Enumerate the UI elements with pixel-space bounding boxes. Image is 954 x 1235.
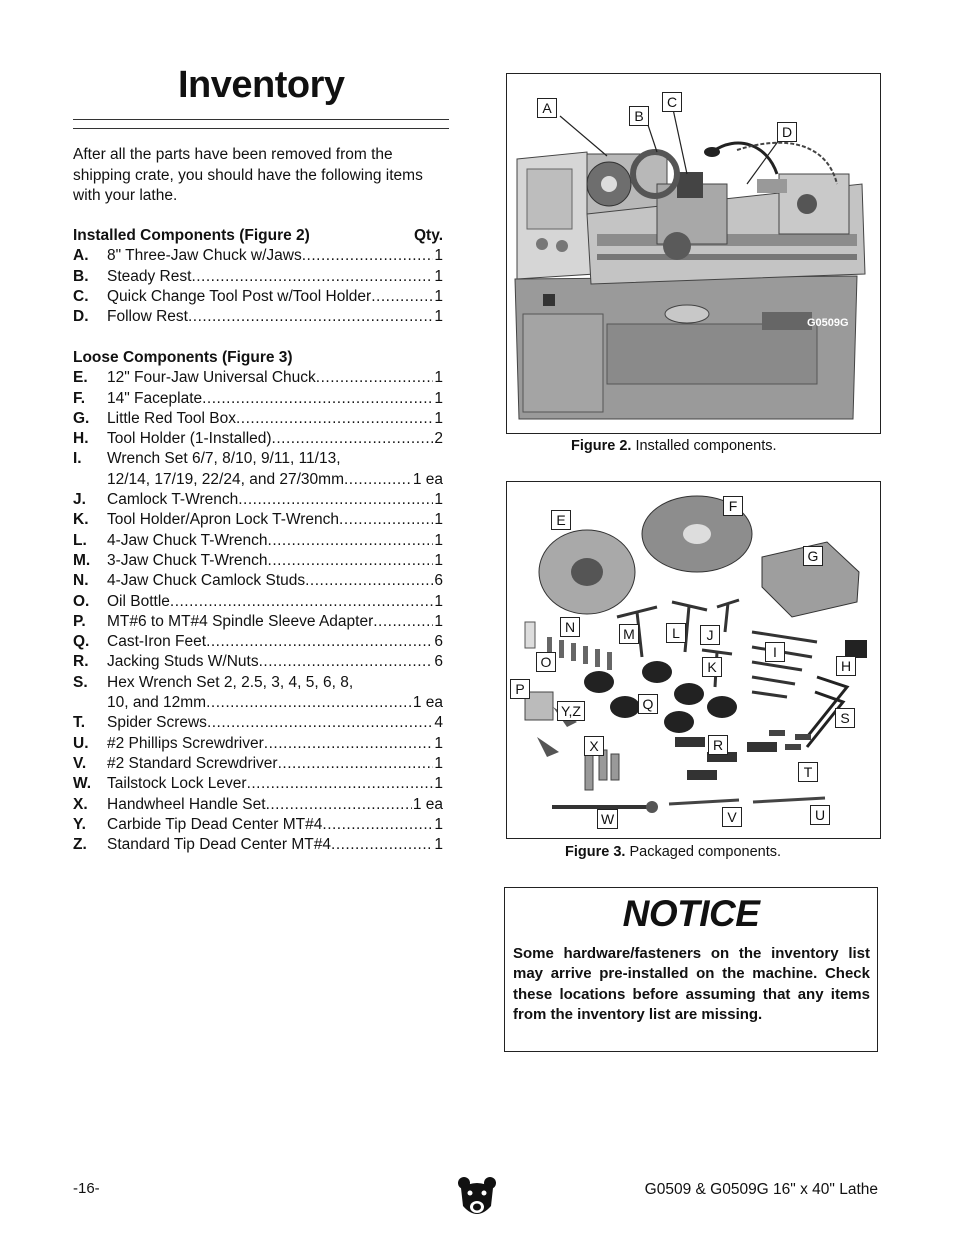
leader-dots	[202, 389, 433, 409]
item-name: Little Red Tool Box	[107, 409, 236, 427]
list-item	[73, 612, 443, 632]
list-item	[73, 267, 443, 287]
callout-d: D	[777, 122, 797, 142]
item-name: 12/14, 17/19, 22/24, and 27/30mm	[107, 470, 344, 488]
list-item	[73, 287, 443, 307]
item-letter: L.	[73, 531, 87, 549]
item-qty: 1	[434, 247, 443, 265]
item-qty: 6	[434, 653, 443, 671]
item-name: Tailstock Lock Lever	[107, 775, 247, 793]
callout-l: L	[666, 623, 686, 643]
leader-dots	[268, 531, 434, 551]
item-qty: 1	[434, 612, 443, 630]
list-item	[73, 734, 443, 754]
item-letter: U.	[73, 734, 89, 752]
callout-t: T	[798, 762, 818, 782]
leader-dots	[305, 571, 433, 591]
callout-g: G	[803, 546, 823, 566]
item-name: 14" Faceplate	[107, 389, 203, 407]
item-letter: D.	[73, 308, 89, 326]
callout-a: A	[537, 98, 557, 118]
list-item	[73, 673, 443, 714]
item-qty: 1	[434, 734, 443, 752]
list-item	[73, 531, 443, 551]
item-name: Tool Holder (1-Installed)	[107, 430, 272, 448]
item-qty: 1	[434, 369, 443, 387]
leader-dots	[278, 754, 434, 774]
item-letter: N.	[73, 572, 89, 590]
item-letter: A.	[73, 247, 89, 265]
list-item	[73, 632, 443, 652]
leader-dots	[302, 246, 434, 266]
list-item	[73, 449, 443, 490]
item-name: Wrench Set 6/7, 8/10, 9/11, 11/13,	[107, 450, 341, 468]
item-qty: 1	[434, 836, 443, 854]
notice-box	[504, 887, 878, 1052]
item-name: 4-Jaw Chuck T-Wrench	[107, 531, 268, 549]
item-name: Oil Bottle	[107, 592, 170, 610]
callout-b: B	[629, 106, 649, 126]
list-item	[73, 835, 443, 855]
item-letter: M.	[73, 551, 91, 569]
item-name: Standard Tip Dead Center MT#4	[107, 836, 332, 854]
page-number: -16-	[73, 1180, 100, 1197]
item-qty: 1	[434, 267, 443, 285]
loose-heading: Loose Components (Figure 3)	[73, 349, 293, 366]
list-item	[73, 795, 443, 815]
item-letter: Y.	[73, 815, 86, 833]
callout-s: S	[835, 708, 855, 728]
installed-heading: Installed Components (Figure 2)	[73, 227, 310, 244]
figure-3-caption-text: Packaged components.	[625, 844, 782, 860]
item-letter: O.	[73, 592, 90, 610]
callout-e: E	[551, 510, 571, 530]
list-item	[73, 409, 443, 429]
figure-3-caption-label: Figure 3.	[565, 844, 626, 860]
leader-dots	[371, 287, 433, 307]
callout-w: W	[597, 809, 618, 829]
figure-2-installed-components	[506, 73, 881, 434]
item-name: Handwheel Handle Set	[107, 795, 266, 813]
item-qty: 4	[434, 714, 443, 732]
item-letter: I.	[73, 450, 82, 468]
leader-dots	[339, 510, 433, 530]
leader-dots	[331, 835, 433, 855]
list-item	[73, 815, 443, 835]
leader-dots	[259, 652, 434, 672]
item-name: Quick Change Tool Post w/Tool Holder	[107, 287, 372, 305]
title-rule-bottom	[73, 128, 449, 129]
callout-i: I	[765, 642, 785, 662]
item-letter: J.	[73, 491, 86, 509]
leader-dots	[236, 409, 433, 429]
item-qty: 1	[434, 308, 443, 326]
leader-dots	[272, 429, 434, 449]
item-letter: S.	[73, 673, 88, 691]
leader-dots	[373, 612, 433, 632]
item-qty: 6	[434, 633, 443, 651]
list-item	[73, 246, 443, 266]
item-name: #2 Phillips Screwdriver	[107, 734, 264, 752]
callout-x: X	[584, 736, 604, 756]
callout-k: K	[702, 657, 722, 677]
callout-n: N	[560, 617, 580, 637]
item-qty: 1	[434, 754, 443, 772]
callout-yz: Y,Z	[557, 701, 585, 721]
callout-m: M	[619, 624, 639, 644]
qty-column-label: Qty.	[414, 227, 443, 244]
leader-dots	[344, 470, 412, 490]
list-item	[73, 754, 443, 774]
leader-dots	[206, 632, 433, 652]
list-item	[73, 368, 443, 388]
leader-dots	[170, 592, 433, 612]
figure-3-packaged-components	[506, 481, 881, 839]
item-qty: 1	[434, 389, 443, 407]
list-item	[73, 510, 443, 530]
item-qty: 1	[434, 409, 443, 427]
leader-dots	[264, 734, 434, 754]
callout-j: J	[700, 625, 720, 645]
callout-u: U	[810, 805, 830, 825]
item-name: 12" Four-Jaw Universal Chuck	[107, 369, 316, 387]
model-footer: G0509 & G0509G 16" x 40" Lathe	[644, 1181, 878, 1198]
item-qty: 1 ea	[412, 795, 443, 813]
callout-p: P	[510, 679, 530, 699]
callout-c: C	[662, 92, 682, 112]
item-qty: 1	[434, 511, 443, 529]
list-item	[73, 307, 443, 327]
item-qty: 1	[434, 592, 443, 610]
leader-dots	[268, 551, 434, 571]
installed-components-list	[73, 226, 443, 327]
item-letter: H.	[73, 430, 89, 448]
item-name: Follow Rest	[107, 308, 188, 326]
machine-model-label: G0509G	[807, 317, 849, 329]
leader-dots	[247, 774, 434, 794]
item-letter: W.	[73, 775, 92, 793]
item-name: Carbide Tip Dead Center MT#4	[107, 815, 323, 833]
item-name: Hex Wrench Set 2, 2.5, 3, 4, 5, 6, 8,	[107, 673, 354, 691]
figure-2-caption-text: Installed components.	[631, 438, 777, 454]
item-letter: B.	[73, 267, 89, 285]
item-name: Jacking Studs W/Nuts	[107, 653, 259, 671]
callout-r: R	[708, 735, 728, 755]
leader-dots	[188, 307, 433, 327]
item-qty: 1	[434, 531, 443, 549]
callout-f: F	[723, 496, 743, 516]
item-letter: P.	[73, 612, 86, 630]
list-item	[73, 713, 443, 733]
callout-v: V	[722, 807, 742, 827]
item-letter: G.	[73, 409, 90, 427]
notice-title: NOTICE	[622, 893, 760, 934]
item-qty: 1	[434, 491, 443, 509]
item-letter: X.	[73, 795, 88, 813]
item-qty: 1	[434, 287, 443, 305]
page-title: Inventory	[178, 64, 345, 106]
item-name: 4-Jaw Chuck Camlock Studs	[107, 572, 306, 590]
list-item	[73, 774, 443, 794]
list-item	[73, 592, 443, 612]
callout-o: O	[536, 652, 556, 672]
item-letter: K.	[73, 511, 89, 529]
item-qty: 1 ea	[412, 694, 443, 712]
item-name: #2 Standard Screwdriver	[107, 754, 278, 772]
list-item	[73, 652, 443, 672]
list-item	[73, 551, 443, 571]
item-name: Steady Rest	[107, 267, 192, 285]
item-letter: V.	[73, 754, 87, 772]
leader-dots	[207, 713, 433, 733]
item-name: 3-Jaw Chuck T-Wrench	[107, 551, 268, 569]
intro-paragraph: After all the parts have been removed from the shipping crate, you should have the following items with your lathe.	[73, 146, 423, 204]
grizzly-bear-logo-icon	[457, 1176, 497, 1222]
item-name: 8" Three-Jaw Chuck w/Jaws	[107, 247, 302, 265]
list-item	[73, 429, 443, 449]
item-qty: 1 ea	[412, 470, 443, 488]
list-item	[73, 571, 443, 591]
figure-2-caption	[571, 438, 777, 454]
item-letter: E.	[73, 369, 88, 387]
lathe-illustration	[507, 74, 880, 433]
figure-2-caption-label: Figure 2.	[571, 438, 632, 454]
item-letter: R.	[73, 653, 89, 671]
item-qty: 2	[434, 430, 443, 448]
leader-dots	[238, 490, 433, 510]
item-letter: Z.	[73, 836, 87, 854]
title-rule-top	[73, 119, 449, 120]
item-qty: 1	[434, 551, 443, 569]
list-item	[73, 389, 443, 409]
item-name: Camlock T-Wrench	[107, 491, 239, 509]
loose-list-header	[73, 348, 443, 368]
item-qty: 1	[434, 815, 443, 833]
item-letter: C.	[73, 287, 89, 305]
figure-3-caption	[565, 844, 781, 860]
installed-list-header	[73, 226, 443, 246]
item-qty: 1	[434, 775, 443, 793]
list-item	[73, 490, 443, 510]
loose-components-list	[73, 348, 443, 855]
item-name: MT#6 to MT#4 Spindle Sleeve Adapter	[107, 612, 374, 630]
item-name: Tool Holder/Apron Lock T-Wrench	[107, 511, 340, 529]
components-illustration	[507, 482, 880, 838]
item-name: Cast-Iron Feet	[107, 633, 207, 651]
notice-body: Some hardware/fasteners on the inventory list may arrive pre-installed on the machine. Check these locations before assuming that any items from the inventory list are missing.	[513, 945, 870, 1023]
leader-dots	[322, 815, 433, 835]
leader-dots	[316, 368, 434, 388]
item-name: Spider Screws	[107, 714, 207, 732]
leader-dots	[266, 795, 412, 815]
leader-dots	[206, 693, 412, 713]
item-letter: T.	[73, 714, 86, 732]
item-letter: F.	[73, 389, 86, 407]
callout-q: Q	[638, 694, 658, 714]
item-name: 10, and 12mm	[107, 694, 207, 712]
callout-h: H	[836, 656, 856, 676]
item-qty: 6	[434, 572, 443, 590]
item-letter: Q.	[73, 633, 90, 651]
leader-dots	[191, 267, 433, 287]
